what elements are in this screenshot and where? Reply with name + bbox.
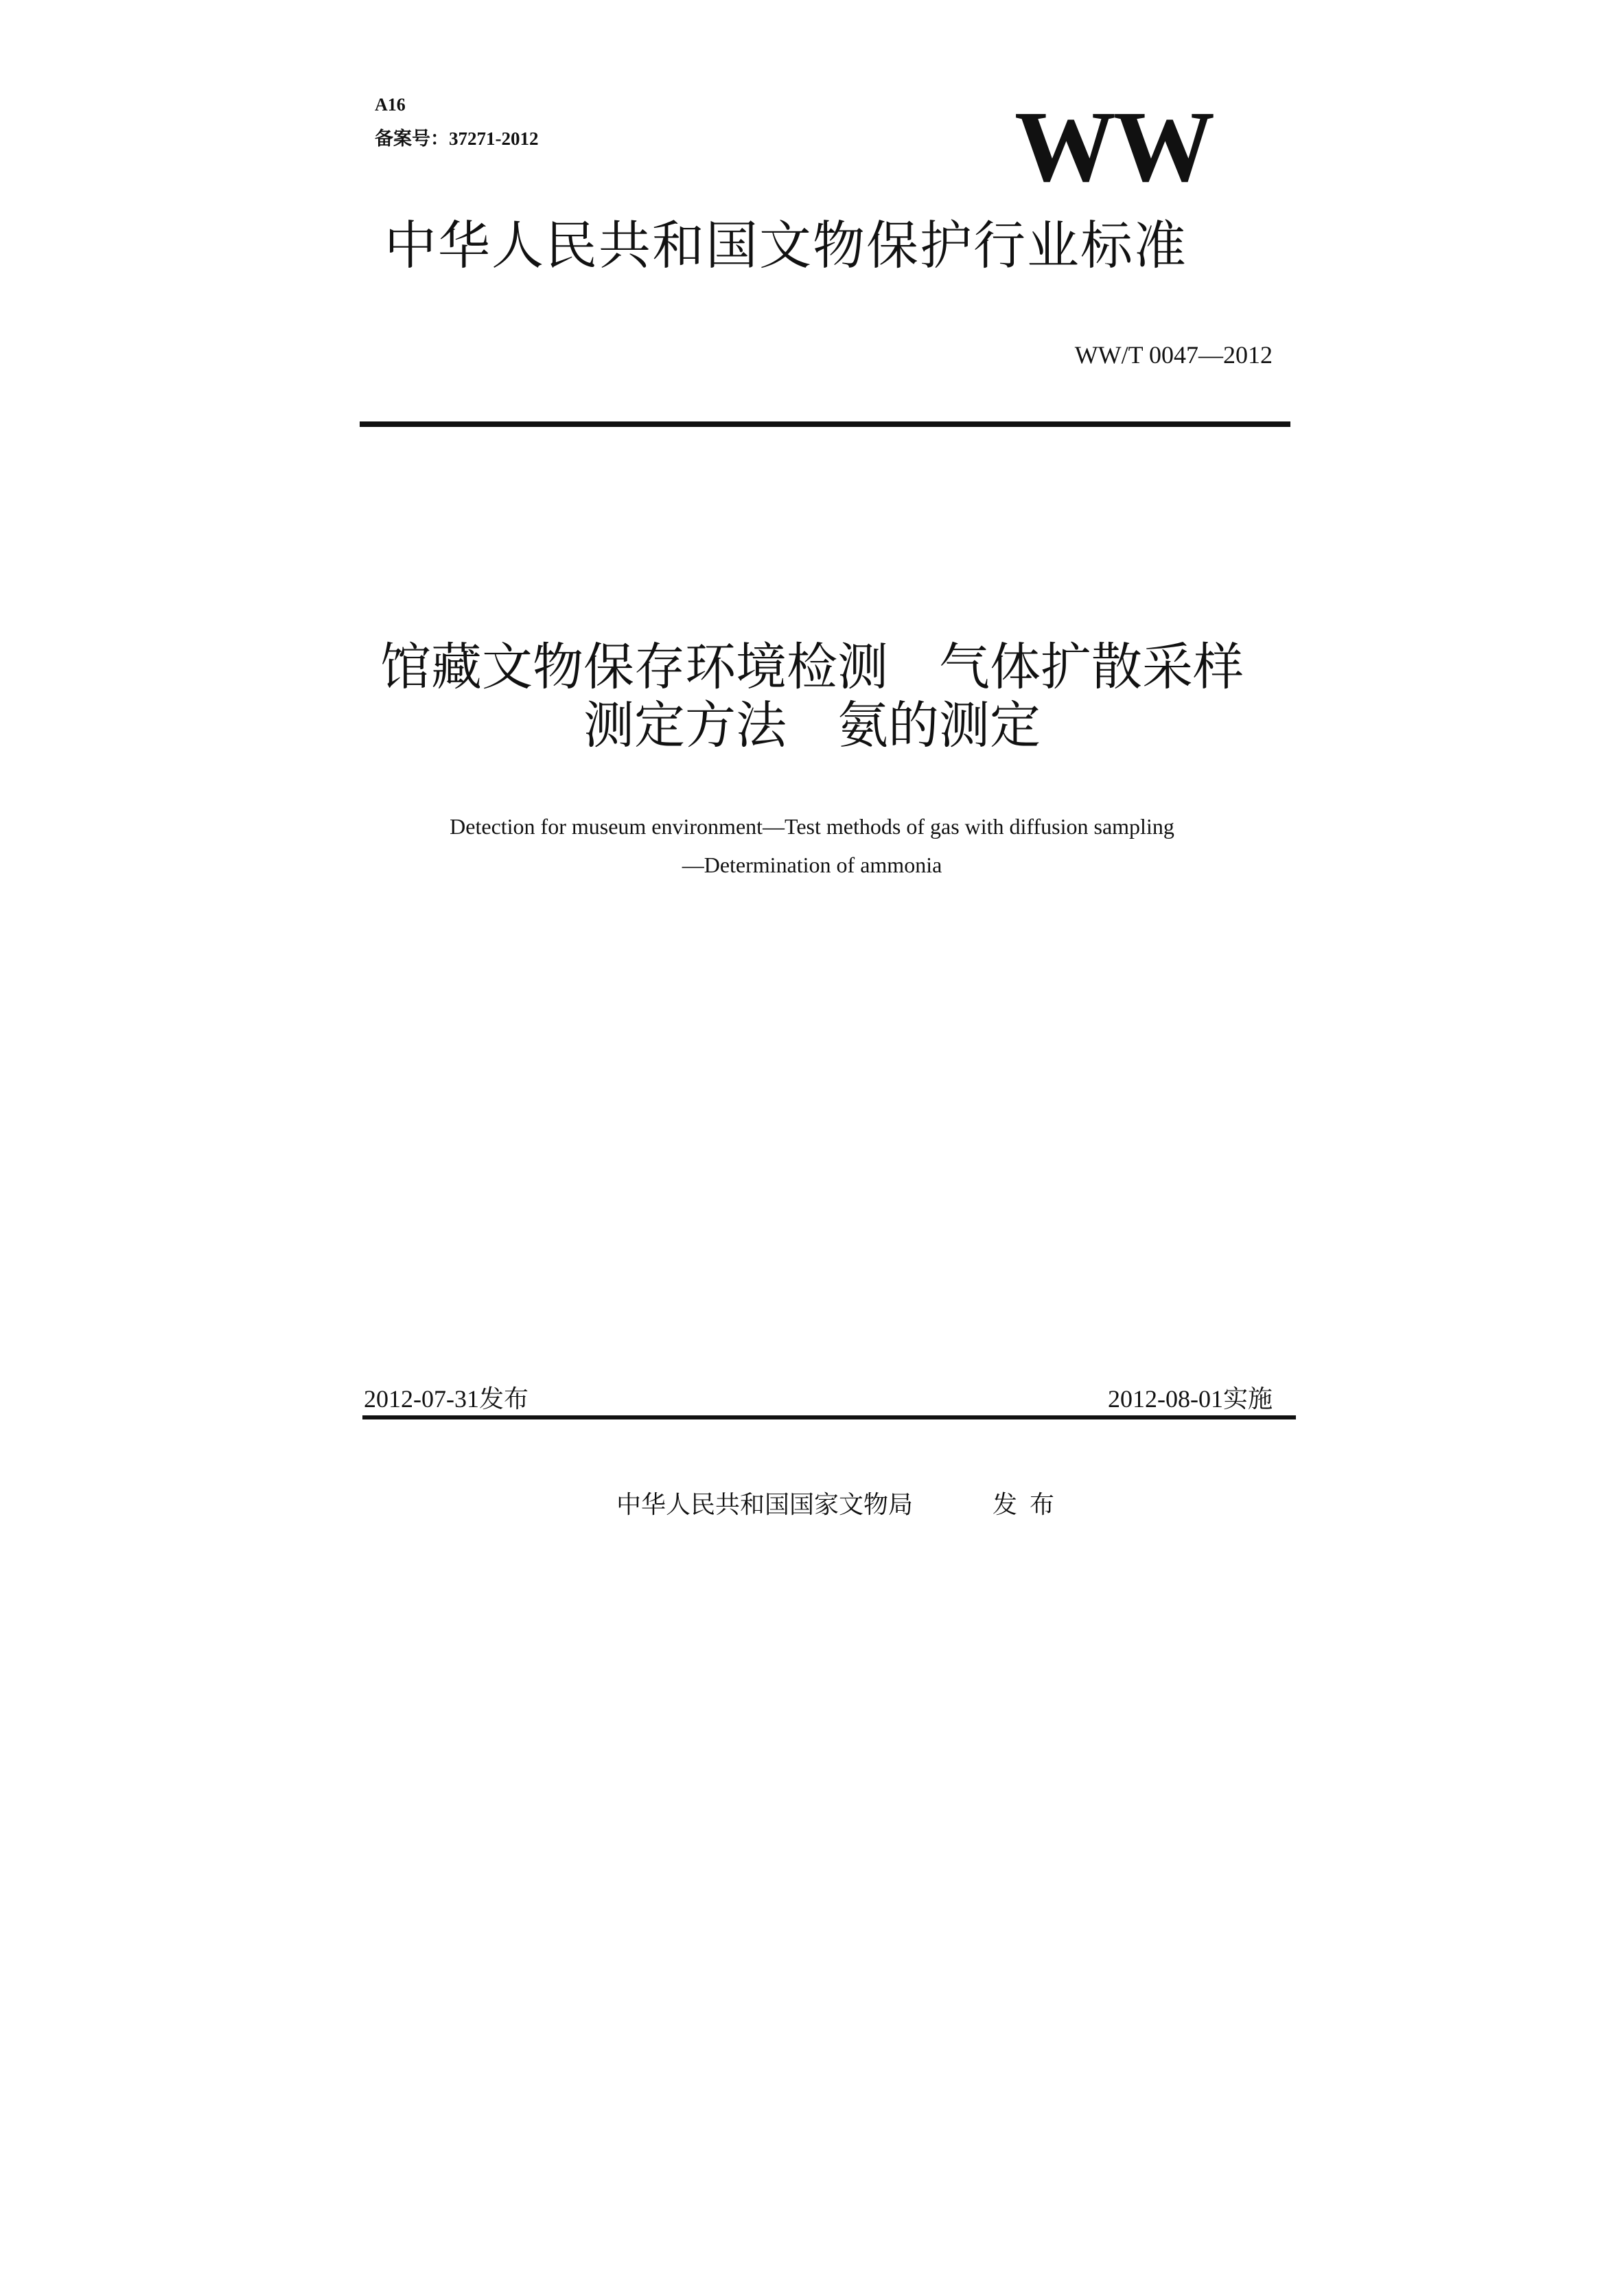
ww-logo: WW bbox=[1014, 91, 1212, 203]
publisher-name: 中华人民共和国国家文物局 bbox=[616, 1491, 914, 1519]
title-en-line-2: —Determination of ammonia bbox=[682, 853, 942, 877]
document-title-english bbox=[0, 807, 1624, 884]
header-divider bbox=[360, 421, 1290, 427]
record-number: 备案号：37271-2012 bbox=[375, 128, 539, 149]
footer-divider bbox=[362, 1415, 1296, 1419]
publish-label: 发布 bbox=[993, 1491, 1067, 1519]
standard-code: WW/T 0047—2012 bbox=[1074, 341, 1273, 369]
document-title-chinese bbox=[0, 638, 1624, 755]
title-cn-line-2: 测定方法 氨的测定 bbox=[583, 696, 1041, 756]
issue-date: 2012-07-31发布 bbox=[364, 1385, 529, 1413]
classification-code: A16 bbox=[375, 95, 406, 115]
title-cn-line-1: 馆藏文物保存环境检测 气体扩散采样 bbox=[380, 638, 1244, 697]
standard-category-title: 中华人民共和国文物保护行业标准 bbox=[384, 215, 1187, 276]
title-en-line-1: Detection for museum environment—Test methods of gas with diffusion sampling bbox=[450, 814, 1174, 839]
implementation-date: 2012-08-01实施 bbox=[1108, 1385, 1273, 1413]
